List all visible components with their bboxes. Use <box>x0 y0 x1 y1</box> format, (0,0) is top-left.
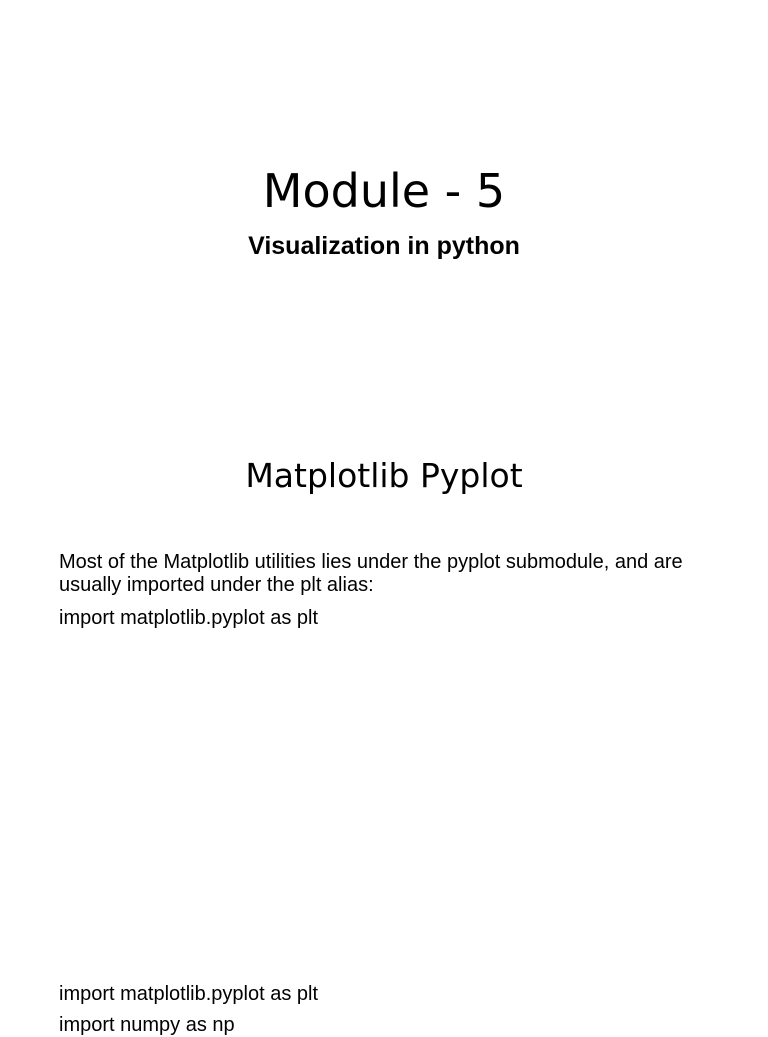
intro-paragraph: Most of the Matplotlib utilities lies under the pyplot submodule, and are usually imported under the plt alias: <box>59 551 683 596</box>
code-line: import matplotlib.pyplot as plt <box>59 607 319 629</box>
code-line: import matplotlib.pyplot as plt <box>59 983 319 1005</box>
page-subtitle: Visualization in python <box>248 232 520 260</box>
code-line: import numpy as np <box>59 1014 235 1036</box>
section-heading: Matplotlib Pyplot <box>245 456 523 495</box>
page-title: Module - 5 <box>262 164 506 218</box>
